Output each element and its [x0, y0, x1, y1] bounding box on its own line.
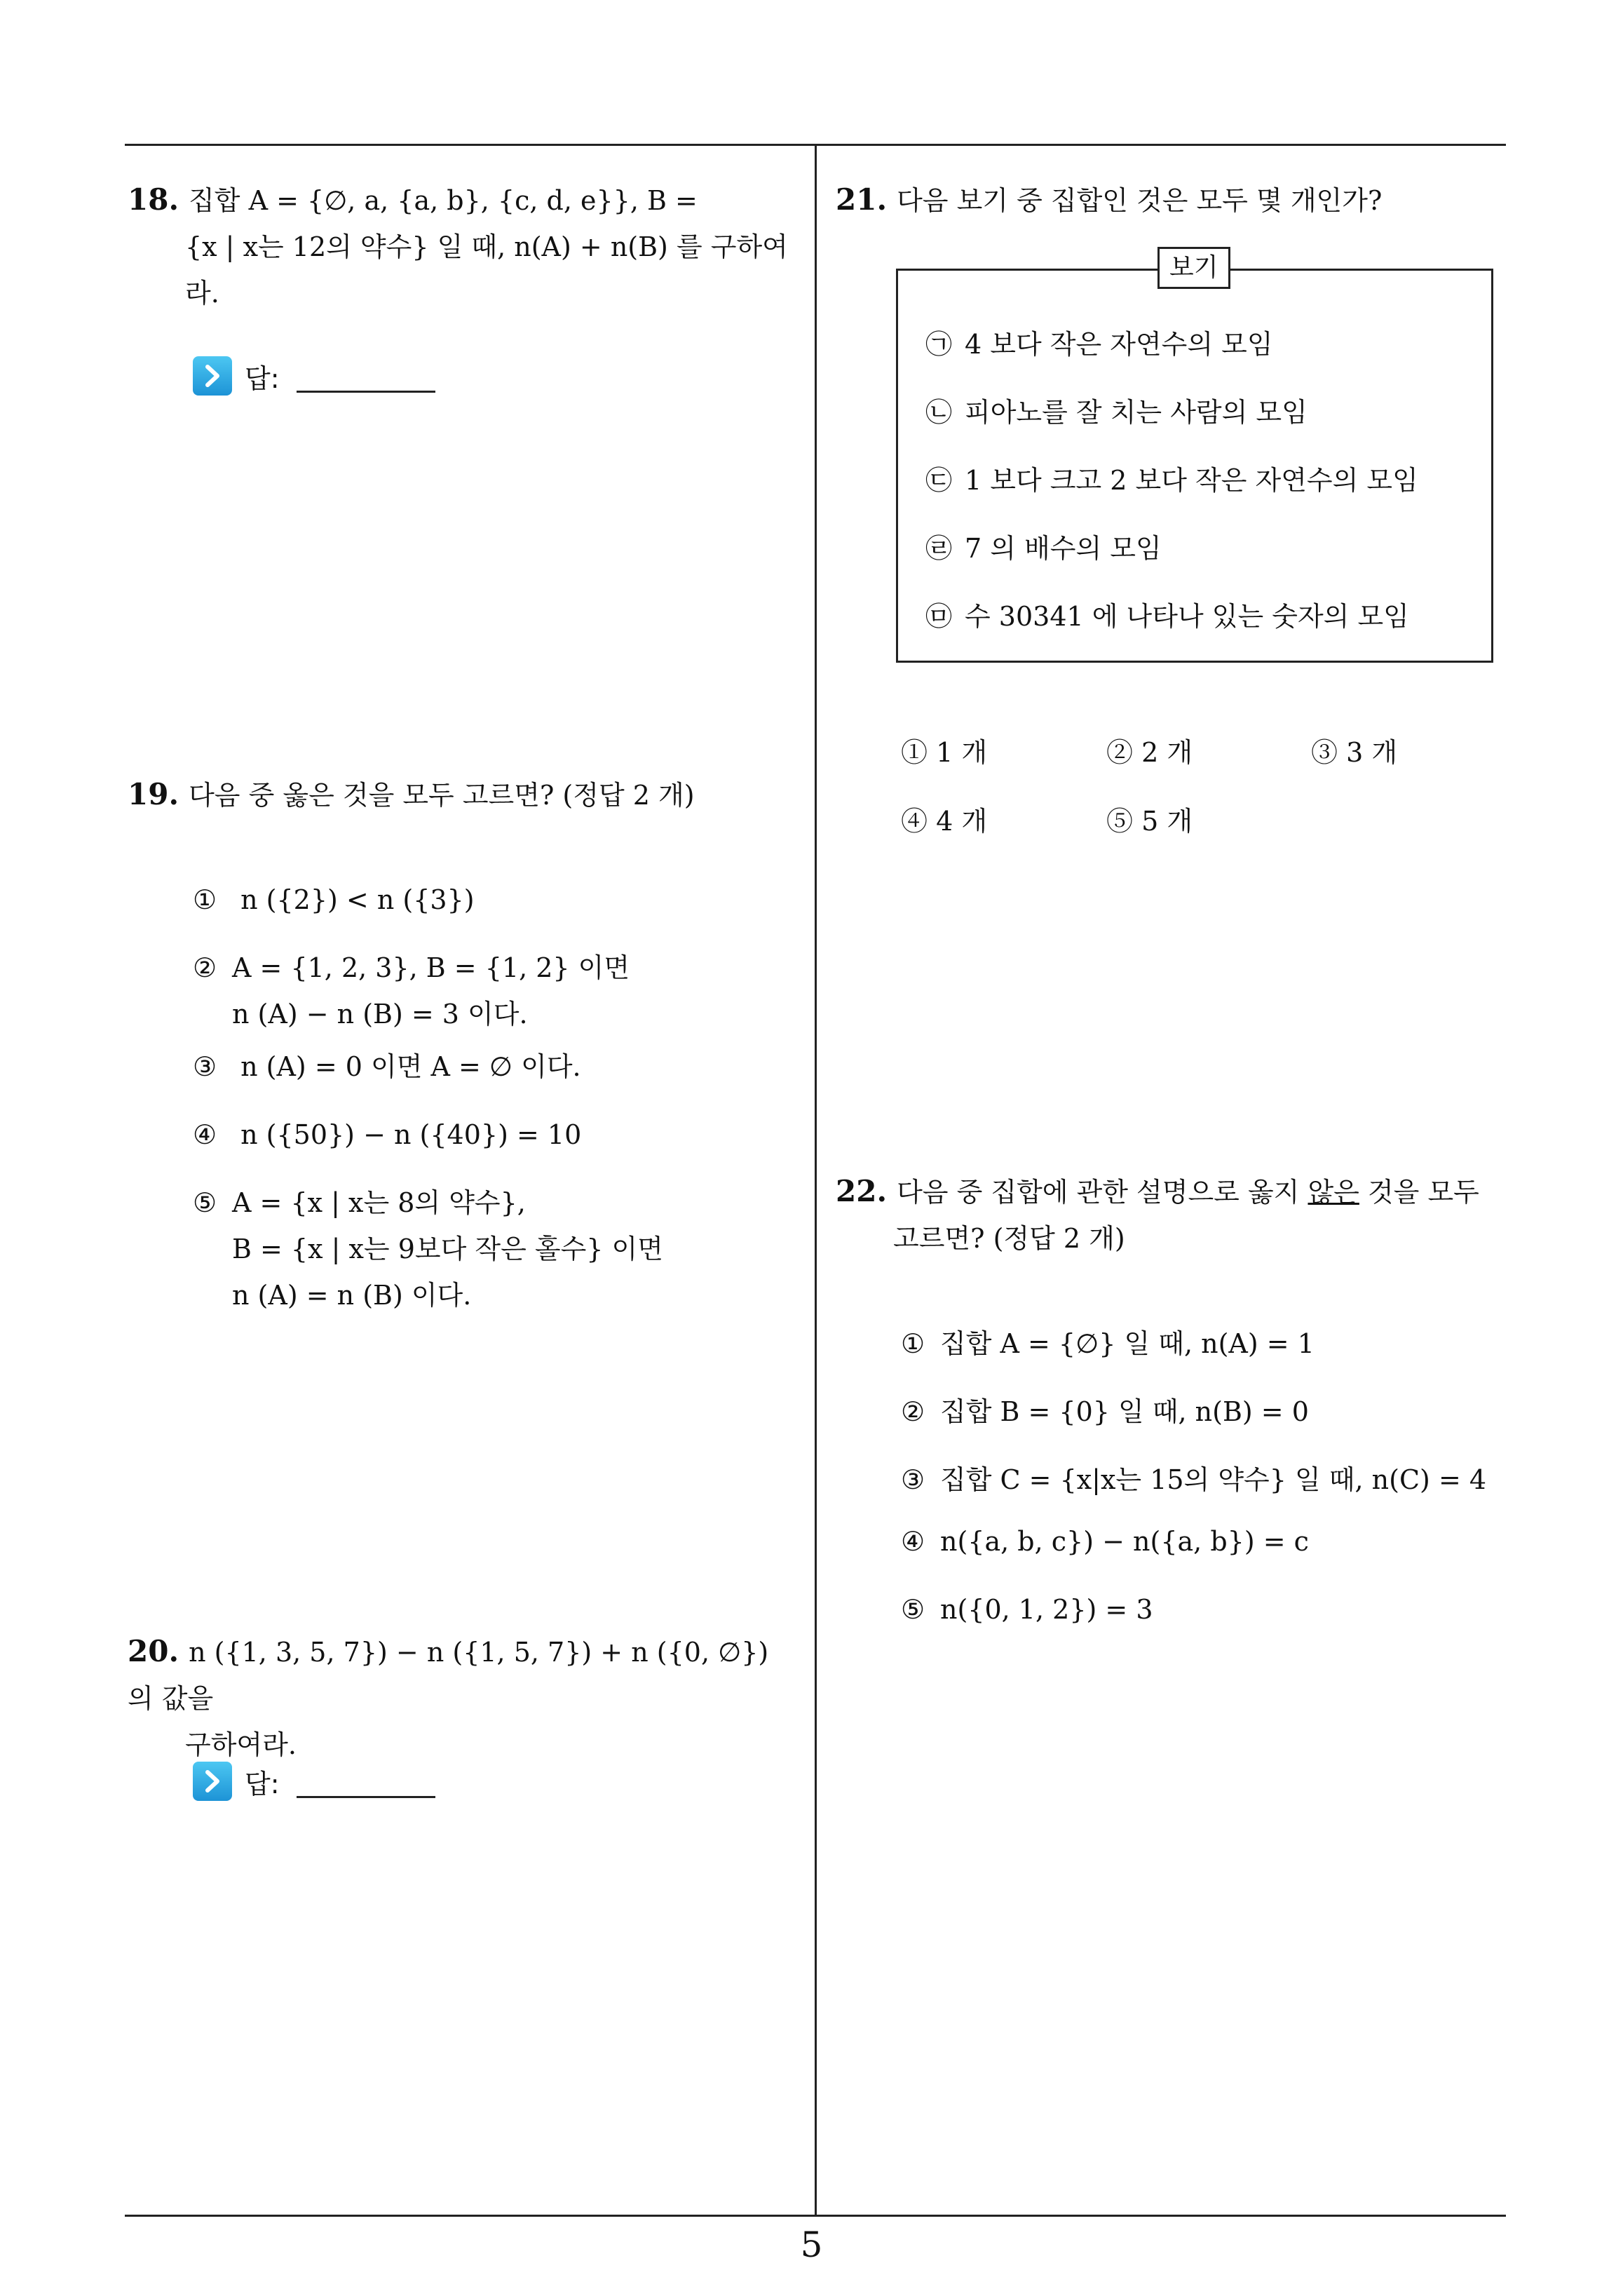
question-number: 21. [836, 182, 888, 217]
question-text-line: n ({1, 3, 5, 7}) − n ({1, 5, 7}) + n ({0, ∅}) 의 값을 [128, 1637, 769, 1714]
bogi-text: 4 보다 작은 자연수의 모임 [965, 329, 1273, 360]
bogi-text: 7 의 배수의 모임 [965, 533, 1162, 564]
option-text: 집합 C = {x|x는 15의 약수} 일 때, n(C) = 4 [940, 1464, 1487, 1495]
bogi-item-1 [925, 323, 1273, 361]
question-text-line: 라. [185, 278, 219, 309]
chevron-right-icon [193, 1762, 232, 1801]
question-text: 다음 보기 중 집합인 것은 모두 몇 개인가? [897, 185, 1383, 216]
choice-2[interactable]: ② 2 개 [1106, 737, 1193, 768]
answer-field-18[interactable] [193, 356, 435, 396]
option-5[interactable] [193, 1180, 663, 1318]
option-text: n (A) = n (B) 이다. [232, 1280, 472, 1311]
option-text: n ({2}) < n ({3}) [240, 884, 475, 915]
bogi-item-2 [925, 391, 1308, 429]
option-text: A = {1, 2, 3}, B = {1, 2} 이면 [232, 952, 630, 983]
bogi-item-3 [925, 459, 1418, 497]
question-text-line: {x | x는 12의 약수} 일 때, n(A) + n(B) 를 구하여 [185, 231, 788, 262]
choice-1[interactable]: ① 1 개 [901, 737, 988, 768]
question-text-line: 다음 중 집합에 관한 설명으로 옳지 [897, 1177, 1308, 1208]
option-1[interactable] [901, 1322, 1315, 1360]
option-mark: ⑤ [901, 1594, 925, 1625]
option-mark: ③ [193, 1051, 217, 1082]
option-2[interactable] [901, 1390, 1309, 1429]
option-5[interactable] [901, 1594, 1153, 1625]
option-mark: ③ [901, 1464, 925, 1495]
question-22 [836, 1168, 1509, 1262]
bogi-label: 보기 [1157, 247, 1230, 289]
option-text: n ({50}) − n ({40}) = 10 [240, 1119, 582, 1150]
option-mark: ② [901, 1396, 925, 1427]
choice-3[interactable]: ③ 3 개 [1311, 737, 1398, 768]
answer-label: 답: [245, 363, 280, 394]
option-text: n({a, b, c}) − n({a, b}) = c [940, 1526, 1309, 1557]
option-mark: ② [193, 952, 217, 983]
question-text-line: 집합 A = {∅, a, {a, b}, {c, d, e}}, B = [189, 185, 698, 216]
emphasis-underlined: 않은 [1308, 1177, 1359, 1208]
bogi-item-4 [925, 527, 1162, 565]
option-text: n (A) − n (B) = 3 이다. [232, 999, 528, 1029]
question-21 [836, 177, 1509, 224]
option-text: n (A) = 0 이면 A = ∅ 이다. [240, 1051, 581, 1082]
question-number: 22. [836, 1174, 888, 1208]
bogi-mark: ㉠ [925, 329, 953, 360]
answer-blank[interactable] [297, 360, 435, 393]
option-mark: ④ [901, 1526, 925, 1557]
bogi-text: 피아노를 잘 치는 사람의 모임 [965, 397, 1308, 428]
option-1[interactable] [193, 877, 475, 923]
answer-label: 답: [245, 1768, 280, 1799]
option-mark: ① [901, 1328, 925, 1359]
bogi-mark: ㉣ [925, 533, 953, 564]
page-number: 5 [800, 2224, 823, 2265]
question-text-line: 고르면? (정답 2 개) [893, 1223, 1125, 1254]
option-3[interactable] [193, 1044, 581, 1090]
answer-blank[interactable] [297, 1765, 435, 1798]
bogi-item-5 [925, 595, 1409, 633]
question-number: 18. [128, 182, 179, 217]
column-divider [815, 146, 817, 2217]
option-3[interactable] [901, 1458, 1486, 1497]
option-mark: ④ [193, 1119, 217, 1150]
question-number: 19. [128, 777, 179, 811]
option-text: 집합 A = {∅} 일 때, n(A) = 1 [940, 1328, 1315, 1359]
option-text: A = {x | x는 8의 약수}, [232, 1187, 526, 1218]
chevron-right-icon [193, 356, 232, 396]
option-mark: ① [193, 884, 217, 915]
question-text-line: 것을 모두 [1359, 1177, 1479, 1208]
bogi-mark: ㉤ [925, 601, 953, 632]
question-text: 다음 중 옳은 것을 모두 고르면? (정답 2 개) [189, 780, 695, 811]
question-18 [128, 177, 801, 316]
bogi-text: 1 보다 크고 2 보다 작은 자연수의 모임 [965, 465, 1418, 496]
option-mark: ⑤ [193, 1187, 217, 1218]
option-4[interactable] [901, 1526, 1309, 1557]
option-2[interactable] [193, 945, 630, 1037]
question-text-line: 구하여라. [185, 1729, 297, 1760]
bogi-mark: ㉢ [925, 465, 953, 496]
option-4[interactable] [193, 1112, 581, 1158]
bottom-rule [125, 2215, 1506, 2217]
question-number: 20. [128, 1634, 179, 1668]
option-text: B = {x | x는 9보다 작은 홀수} 이면 [232, 1234, 663, 1264]
option-text: 집합 B = {0} 일 때, n(B) = 0 [940, 1396, 1309, 1427]
choice-5[interactable]: ⑤ 5 개 [1106, 806, 1193, 837]
question-19 [128, 771, 801, 818]
option-text: n({0, 1, 2}) = 3 [940, 1594, 1153, 1625]
question-20 [128, 1628, 801, 1768]
bogi-text: 수 30341 에 나타나 있는 숫자의 모임 [965, 601, 1409, 632]
answer-field-20[interactable] [193, 1762, 435, 1801]
choice-4[interactable]: ④ 4 개 [901, 806, 988, 837]
bogi-mark: ㉡ [925, 397, 953, 428]
